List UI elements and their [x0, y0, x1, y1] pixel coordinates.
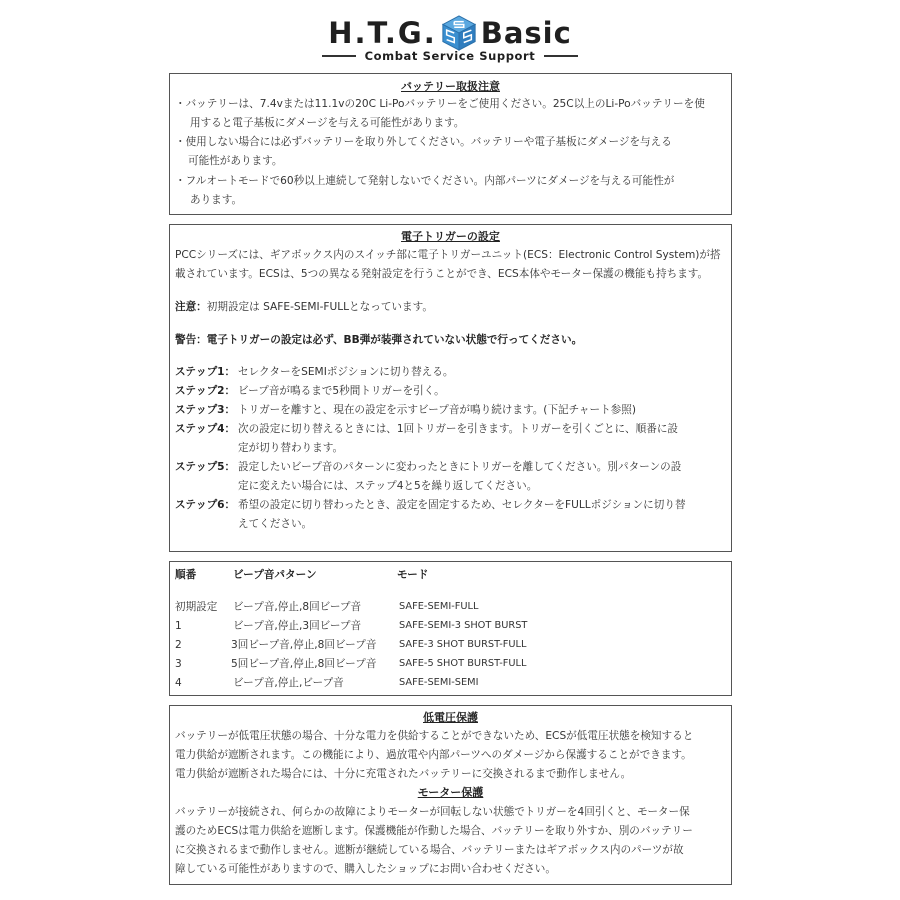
- section-title: 電子トリガーの設定: [401, 230, 500, 243]
- tagline-text: Combat Service Support: [364, 49, 536, 63]
- caution-line: ・フルオートモードで60秒以上連続して発射しないでください。内部パーツにダメージを与える可能性が: [175, 175, 675, 187]
- cube-s-icon: [440, 14, 478, 52]
- step-text: ビープ音が鳴るまで5秒間トリガーを引く。: [238, 385, 445, 397]
- motor-line: 護のためECSは電力供給を遮断します。保護機能が作動した場合、バッテリーを取り外すか、別のバッテリー: [175, 825, 693, 837]
- table-cell-mode: SAFE-3 SHOT BURST-FULL: [399, 639, 527, 650]
- step-label: ステップ4：: [175, 423, 236, 435]
- table-header-order: 順番: [175, 569, 197, 581]
- low-voltage-line: 電力供給が遮断されます。この機能により、過放電や内部パーツへのダメージから保護することができます。: [175, 749, 692, 761]
- brand-logo: [0, 8, 900, 68]
- caution-line: 用すると電子基板にダメージを与える可能性があります。: [190, 117, 465, 129]
- step-label: ステップ2：: [175, 385, 236, 397]
- battery-caution-section: [169, 73, 732, 215]
- tagline-dash-left: [322, 55, 356, 57]
- table-cell-pattern: 3回ビープ音,停止,8回ビープ音: [231, 639, 377, 651]
- motor-line: に交換されるまで動作しません。遮断が継続している場合、バッテリーまたはギアボックス内のパーツが故: [175, 844, 684, 856]
- table-cell-mode: SAFE-5 SHOT BURST-FULL: [399, 658, 527, 669]
- low-voltage-line: 電力供給が遮断された場合には、十分に充電されたバッテリーに交換されるまで動作しません。: [175, 768, 632, 780]
- step-label: ステップ1：: [175, 366, 236, 378]
- step-label: ステップ3：: [175, 404, 236, 416]
- step-text: 設定したいビープ音のパターンに変わったときにトリガーを離してください。別パターンの設: [238, 461, 682, 473]
- caution-line: 可能性があります。: [188, 155, 283, 167]
- table-header-pattern: ビープ音パターン: [233, 569, 317, 581]
- logo-tagline: [0, 49, 900, 63]
- note-line: [175, 300, 433, 314]
- table-cell-mode: SAFE-SEMI-FULL: [399, 601, 479, 612]
- intro-line: PCCシリーズには、ギアボックス内のスイッチ部に電子トリガーユニット(ECS：Electronic Control System)が搭: [175, 249, 721, 261]
- note-label: 注意：: [175, 301, 207, 313]
- tagline-dash-right: [544, 55, 578, 57]
- caution-line: ・使用しない場合には必ずバッテリーを取り外してください。バッテリーや電子基板にダメージを与える: [175, 136, 672, 148]
- step-label: ステップ5：: [175, 461, 236, 473]
- table-cell-order: 4: [175, 677, 182, 689]
- table-cell-mode: SAFE-SEMI-SEMI: [399, 677, 479, 688]
- beep-pattern-table: [169, 561, 732, 696]
- section-title: バッテリー取扱注意: [401, 80, 500, 93]
- note-text: 初期設定は SAFE-SEMI-FULLとなっています。: [206, 301, 433, 313]
- trigger-settings-section: [169, 224, 732, 552]
- table-cell-mode: SAFE-SEMI-3 SHOT BURST: [399, 620, 528, 631]
- step-label: ステップ6：: [175, 499, 236, 511]
- table-header-mode: モード: [397, 569, 429, 581]
- table-cell-order: 2: [175, 639, 182, 651]
- step-text: 定が切り替わります。: [238, 442, 344, 454]
- step-text: えてください。: [238, 518, 313, 530]
- logo-text-htg: H.T.G.: [328, 16, 437, 50]
- step-text: 次の設定に切り替えるときには、1回トリガーを引きます。トリガーを引くごとに、順番に設: [238, 423, 679, 435]
- warning-line: 警告：電子トリガーの設定は必ず、BB弾が装弾されていない状態で行ってください。: [175, 334, 583, 346]
- step-text: 希望の設定に切り替わったとき、設定を固定するため、セレクターをFULLポジションに切り替: [238, 499, 686, 511]
- logo-text-basic: Basic: [480, 16, 572, 50]
- table-cell-pattern: ビープ音,停止,ビープ音: [233, 677, 344, 689]
- step-text: トリガーを離すと、現在の設定を示すビープ音が鳴り続けます。(下記チャート参照): [238, 404, 637, 416]
- motor-line: バッテリーが接続され、何らかの故障によりモーターが回転しない状態でトリガーを4回引くと、モーター保: [175, 806, 690, 818]
- protection-section: [169, 705, 732, 885]
- caution-line: あります。: [190, 194, 243, 206]
- low-voltage-line: バッテリーが低電圧状態の場合、十分な電力を供給することができないため、ECSが低電圧状態を検知すると: [175, 730, 694, 742]
- table-cell-pattern: ビープ音,停止,8回ビープ音: [233, 601, 362, 613]
- step-text: セレクターをSEMIポジションに切り替える。: [238, 366, 454, 378]
- caution-line: ・バッテリーは、7.4vまたは11.1vの20C Li-Poバッテリーをご使用ください。25C以上のLi-Poバッテリーを使: [175, 98, 705, 110]
- motor-line: 障している可能性がありますので、購入したショップにお問い合わせください。: [175, 863, 556, 875]
- table-cell-order: 3: [175, 658, 182, 670]
- motor-protection-title: モーター保護: [417, 786, 484, 799]
- intro-line: 載されています。ECSは、5つの異なる発射設定を行うことができ、ECS本体やモーター保護の機能も持ちます。: [175, 268, 709, 280]
- table-cell-order: 1: [175, 620, 182, 632]
- step-text: 定に変えたい場合には、ステップ4と5を繰り返してください。: [238, 480, 538, 492]
- table-cell-pattern: ビープ音,停止,3回ビープ音: [233, 620, 362, 632]
- table-cell-pattern: 5回ビープ音,停止,8回ビープ音: [231, 658, 377, 670]
- low-voltage-title: 低電圧保護: [423, 711, 478, 724]
- table-cell-order: 初期設定: [175, 601, 218, 613]
